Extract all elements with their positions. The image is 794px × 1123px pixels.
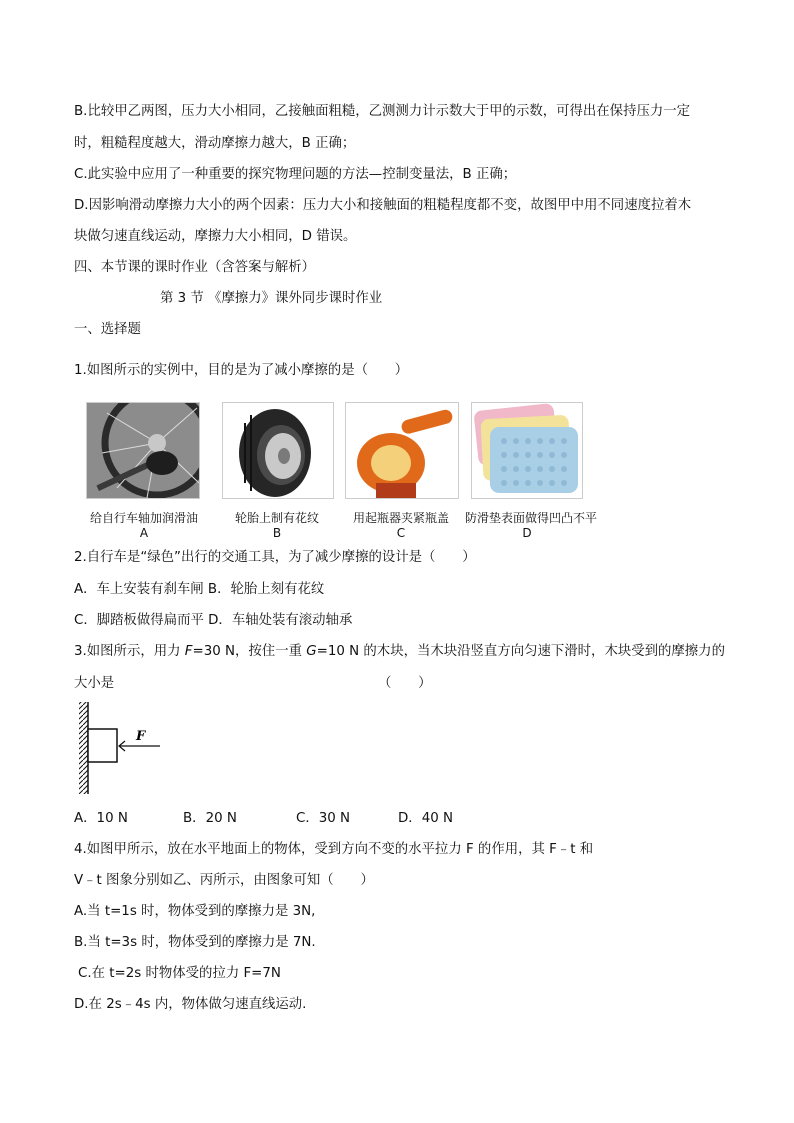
part-heading: 一、选择题 [74,322,141,337]
option-caption-text: 防滑垫表面做得凹凸不平 [465,511,598,525]
option-caption-text: 轮胎上制有花纹 [234,511,319,525]
option-caption-b [222,511,332,541]
question-3-option-b: B．20 N [183,811,237,826]
question-2-options-ab: A．车上安装有刹车闸 B．轮胎上刻有花纹 [74,582,325,597]
question-4-stem-line1: 4.如图甲所示，放在水平地面上的物体，受到方向不变的水平拉力 F 的作用，其 F﹣t 和 [74,842,594,857]
wall-block-diagram [78,700,168,796]
photo-bottle-opener [345,402,459,499]
option-caption-d [465,511,598,541]
option-caption-text: 用起瓶器夹紧瓶盖 [352,511,449,525]
option-letter: A [139,526,149,540]
paragraph-d-line1: D.因影响滑动摩擦力大小的两个因素：压力大小和接触面的粗糙程度都不变，故图甲中用不同速度拉着木 [74,198,692,213]
photo-bike-axle-oil [86,402,200,499]
variable-f: F [184,644,193,659]
photo-antislip-mat [471,402,583,499]
question-4-option-a: A.当 t=1s 时，物体受到的摩擦力是 3N, [74,904,316,919]
question-4-option-c: C.在 t=2s 时物体受的拉力 F=7N [78,966,281,981]
wooden-block [88,729,117,762]
question-4-option-b: B.当 t=3s 时，物体受到的摩擦力是 7N. [74,935,316,950]
option-caption-a [88,511,200,541]
question-3-option-d: D．40 N [398,811,454,826]
paragraph-d-line2: 块做匀速直线运动，摩擦力大小相同，D 错误。 [74,229,357,244]
question-3-option-a: A．10 N [74,811,128,826]
option-caption-c [345,511,457,541]
section-heading: 四、本节课的课时作业（含答案与解析） [74,260,316,275]
photo-tire-tread [222,402,334,499]
question-4-stem-line2: V﹣t 图象分别如乙、丙所示，由图象可知（ ） [74,873,374,888]
paragraph-b-line1: B.比较甲乙两图，压力大小相同，乙接触面粗糙，乙测测力计示数大于甲的示数，可得出在保持压力一定 [74,104,691,119]
stem-text: 3.如图所示，用力 [74,644,185,659]
wall-hatch [79,702,88,794]
question-3-paren: （ ） [378,676,432,691]
question-2-options-cd: C．脚踏板做得扁而平 D．车轴处装有滚动轴承 [74,613,353,628]
option-letter: C [396,526,406,540]
variable-g: G [306,644,317,659]
worksheet-title: 第 3 节 《摩擦力》课外同步课时作业 [160,291,383,306]
stem-text: =30 N，按住一重 [192,644,307,659]
question-3-stem [74,643,725,661]
question-2-stem: 2.自行车是“绿色”出行的交通工具，为了减少摩擦的设计是（ ） [74,550,476,565]
paragraph-b-line2: 时，粗糙程度越大，滑动摩擦力越大，B 正确； [74,136,356,151]
question-3-option-c: C．30 N [296,811,351,826]
option-letter: D [522,526,532,540]
option-caption-text: 给自行车轴加润滑油 [89,511,198,525]
stem-text: =10 N 的木块，当木块沿竖直方向匀速下滑时，木块受到的摩擦力的 [316,644,725,659]
force-label: F [136,729,146,744]
option-letter: B [272,526,282,540]
question-1-stem: 1.如图所示的实例中，目的是为了减小摩擦的是（ ） [74,363,409,378]
paragraph-c-line: C.此实验中应用了一种重要的探究物理问题的方法—控制变量法，B 正确； [74,167,517,182]
question-3-stem-line2: 大小是 [74,676,115,691]
question-4-option-d: D.在 2s﹣4s 内，物体做匀速直线运动. [74,997,307,1012]
